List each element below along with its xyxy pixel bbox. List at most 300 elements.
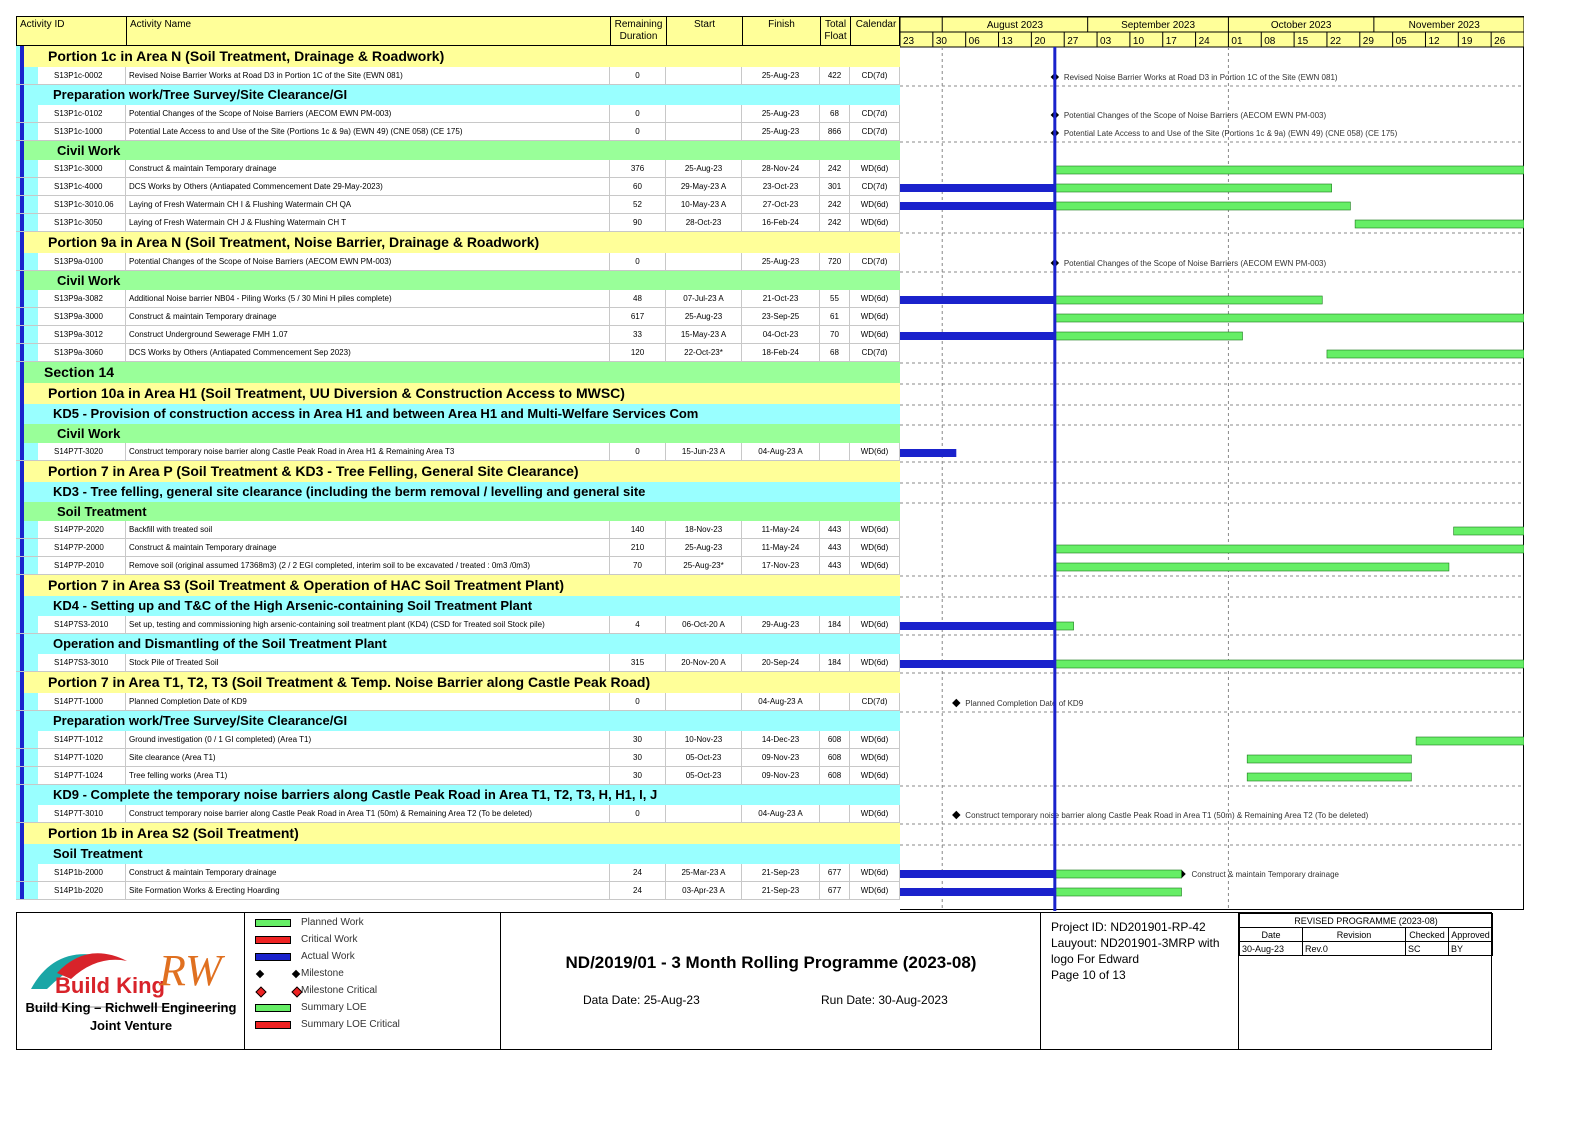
calendar-cell: WD(6d) — [850, 882, 900, 899]
calendar-cell: WD(6d) — [850, 521, 900, 538]
wbs-stripe — [20, 539, 24, 556]
activity-id-cell: S13P9a-3060 — [38, 344, 126, 361]
total-float-cell — [820, 443, 850, 460]
calendar-cell: WD(6d) — [850, 308, 900, 325]
remaining-duration-cell: 140 — [610, 521, 666, 538]
activity-id-cell: S14P7P-2000 — [38, 539, 126, 556]
remaining-duration-cell: 0 — [610, 693, 666, 710]
start-cell — [666, 123, 742, 140]
activity-id-cell: S13P1c-3010.06 — [38, 196, 126, 213]
summary-band-row — [16, 424, 900, 443]
actual-bar — [900, 660, 1055, 668]
actual-bar — [900, 332, 1055, 340]
remaining-duration-cell: 120 — [610, 344, 666, 361]
header-total-float: Total Float — [821, 17, 851, 47]
summary-band-title: Portion 1b in Area S2 (Soil Treatment) — [48, 825, 299, 841]
schedule-sheet — [16, 16, 1524, 1072]
calendar-cell: WD(6d) — [850, 214, 900, 231]
remaining-duration-cell: 90 — [610, 214, 666, 231]
activity-name-cell: Additional Noise barrier NB04 - Piling Works (5 / 30 Mini H piles complete) — [126, 290, 610, 307]
start-cell: 25-Aug-23* — [666, 557, 742, 574]
activity-id-cell: S13P1c-3000 — [38, 160, 126, 177]
title-block — [16, 912, 1492, 1050]
legend-label: Summary LOE Critical — [301, 1019, 400, 1030]
activity-name-cell: Remove soil (original assumed 17368m3) (2 / 2 EGI completed, interim soil to be excavated / treated : 0m3 /0m3) — [126, 557, 610, 574]
activity-id-cell: S13P1c-0102 — [38, 105, 126, 122]
wbs-stripe — [20, 634, 24, 654]
wbs-stripe — [20, 521, 24, 538]
finish-cell: 25-Aug-23 — [742, 123, 820, 140]
finish-cell: 14-Dec-23 — [742, 731, 820, 748]
activity-id-cell: S13P1c-0002 — [38, 67, 126, 84]
legend-label: Actual Work — [301, 951, 355, 962]
remaining-duration-cell: 0 — [610, 253, 666, 270]
activity-name-cell: Construct & maintain Temporary drainage — [126, 539, 610, 556]
total-float-cell: 608 — [820, 731, 850, 748]
wbs-stripe — [20, 731, 24, 748]
summary-band-title: Portion 1c in Area N (Soil Treatment, Drainage & Roadwork) — [48, 48, 445, 64]
week-label: 30 — [935, 36, 947, 47]
planned-bar — [1055, 563, 1449, 571]
activity-id-cell: S14P7S3-2010 — [38, 616, 126, 633]
finish-cell: 09-Nov-23 — [742, 749, 820, 766]
remaining-duration-cell: 48 — [610, 290, 666, 307]
company-name — [17, 999, 245, 1035]
wbs-stripe — [20, 693, 24, 710]
revision-header-approved: Approved — [1449, 928, 1493, 942]
week-label: 22 — [1329, 36, 1342, 47]
remaining-duration-cell: 70 — [610, 557, 666, 574]
summary-band-row — [16, 85, 900, 105]
activity-name-cell: Potential Changes of the Scope of Noise Barriers (AECOM EWN PM-003) — [126, 253, 610, 270]
planned-bar — [1055, 184, 1332, 192]
finish-cell: 25-Aug-23 — [742, 253, 820, 270]
legend-swatch — [255, 1004, 291, 1012]
week-label: 10 — [1132, 36, 1145, 47]
revision-table — [1239, 913, 1493, 956]
wbs-stripe — [20, 308, 24, 325]
remaining-duration-cell: 24 — [610, 864, 666, 881]
finish-cell: 18-Feb-24 — [742, 344, 820, 361]
start-cell: 28-Oct-23 — [666, 214, 742, 231]
remaining-duration-cell: 60 — [610, 178, 666, 195]
activity-name-cell: Backfill with treated soil — [126, 521, 610, 538]
remaining-duration-cell: 0 — [610, 123, 666, 140]
summary-band-title: KD5 - Provision of construction access in Area H1 and between Area H1 and Multi-Welfare Services Com — [53, 406, 699, 421]
finish-cell: 21-Sep-23 — [742, 882, 820, 899]
activity-row — [16, 253, 900, 271]
legend-swatch — [255, 1021, 291, 1029]
calendar-cell: WD(6d) — [850, 731, 900, 748]
finish-cell: 28-Nov-24 — [742, 160, 820, 177]
legend-diamond-icon — [255, 986, 266, 997]
wbs-stripe — [20, 141, 24, 160]
revision-title: REVISED PROGRAMME (2023-08) — [1240, 914, 1493, 928]
finish-cell: 21-Oct-23 — [742, 290, 820, 307]
activity-id-cell: S14P7T-1020 — [38, 749, 126, 766]
week-label: 01 — [1231, 36, 1243, 47]
total-float-cell: 443 — [820, 539, 850, 556]
calendar-cell: CD(7d) — [850, 344, 900, 361]
legend-swatch — [255, 919, 291, 927]
activity-row — [16, 521, 900, 539]
gantt-canvas — [900, 17, 1524, 911]
header-activity-id: Activity ID — [17, 17, 127, 47]
activity-row — [16, 214, 900, 232]
summary-band-row — [16, 404, 900, 424]
start-cell — [666, 67, 742, 84]
bar-label: Potential Changes of the Scope of Noise Barriers (AECOM EWN PM-003) — [1063, 111, 1327, 120]
activity-name-cell: Construct & maintain Temporary drainage — [126, 864, 610, 881]
wbs-stripe — [20, 123, 24, 140]
start-cell — [666, 253, 742, 270]
week-label: 23 — [903, 36, 915, 47]
wbs-stripe — [20, 362, 24, 383]
planned-bar — [1055, 888, 1182, 896]
wbs-stripe — [20, 502, 24, 521]
activity-id-cell: S13P9a-0100 — [38, 253, 126, 270]
finish-cell: 04-Aug-23 A — [742, 443, 820, 460]
total-float-cell: 55 — [820, 290, 850, 307]
start-cell: 25-Aug-23 — [666, 160, 742, 177]
start-cell: 15-Jun-23 A — [666, 443, 742, 460]
activity-row — [16, 539, 900, 557]
planned-bar — [1055, 202, 1351, 210]
activity-id-cell: S13P9a-3082 — [38, 290, 126, 307]
activity-name-cell: Site clearance (Area T1) — [126, 749, 610, 766]
wbs-stripe — [20, 785, 24, 805]
planned-bar — [1055, 296, 1322, 304]
header-activity-name: Activity Name — [127, 17, 611, 47]
start-cell: 15-May-23 A — [666, 326, 742, 343]
calendar-cell: WD(6d) — [850, 805, 900, 822]
actual-bar — [900, 202, 1055, 210]
activity-name-cell: Construct Underground Sewerage FMH 1.07 — [126, 326, 610, 343]
summary-band-row — [16, 271, 900, 290]
week-label: 05 — [1395, 36, 1407, 47]
total-float-cell — [820, 693, 850, 710]
start-cell: 05-Oct-23 — [666, 749, 742, 766]
calendar-cell: CD(7d) — [850, 178, 900, 195]
summary-band-title: Section 14 — [44, 364, 115, 380]
calendar-cell: CD(7d) — [850, 67, 900, 84]
planned-bar — [1055, 870, 1182, 878]
calendar-cell: WD(6d) — [850, 616, 900, 633]
bar-label: Construct temporary noise barrier along Castle Peak Road in Area T1 (50m) & Remaining Area T2 (To be deleted) — [965, 811, 1369, 820]
remaining-duration-cell: 315 — [610, 654, 666, 671]
activity-name-cell: Site Formation Works & Erecting Hoarding — [126, 882, 610, 899]
week-label: 20 — [1034, 36, 1046, 47]
remaining-duration-cell: 33 — [610, 326, 666, 343]
summary-band-title: KD3 - Tree felling, general site clearance (including the berm removal / levelling and general site — [53, 484, 646, 499]
activity-row — [16, 196, 900, 214]
total-float-cell: 866 — [820, 123, 850, 140]
wbs-stripe — [20, 271, 24, 290]
wbs-stripe — [20, 654, 24, 671]
total-float-cell: 677 — [820, 882, 850, 899]
total-float-cell: 720 — [820, 253, 850, 270]
planned-bar — [1055, 622, 1074, 630]
start-cell: 25-Mar-23 A — [666, 864, 742, 881]
summary-band-row — [16, 785, 900, 805]
revision-date: 30-Aug-23 — [1240, 942, 1303, 956]
calendar-cell: WD(6d) — [850, 160, 900, 177]
total-float-cell: 68 — [820, 105, 850, 122]
remaining-duration-cell: 4 — [610, 616, 666, 633]
calendar-cell: WD(6d) — [850, 196, 900, 213]
finish-cell: 29-Aug-23 — [742, 616, 820, 633]
month-label: September 2023 — [1121, 20, 1196, 31]
wbs-stripe — [20, 805, 24, 822]
wbs-stripe — [20, 85, 24, 105]
data-date: Data Date: 25-Aug-23 — [583, 993, 700, 1007]
finish-cell: 04-Oct-23 — [742, 326, 820, 343]
finish-cell: 11-May-24 — [742, 521, 820, 538]
page-number: Page 10 of 13 — [1051, 968, 1126, 982]
summary-band-row — [16, 362, 900, 383]
logo-brand-text: Build King — [55, 973, 165, 998]
summary-band-row — [16, 46, 900, 67]
activity-row — [16, 749, 900, 767]
finish-cell: 04-Aug-23 A — [742, 693, 820, 710]
revision-header-date: Date — [1240, 928, 1303, 942]
week-label: 19 — [1461, 36, 1473, 47]
summary-band-row — [16, 711, 900, 731]
planned-bar — [1327, 350, 1524, 358]
planned-bar — [1454, 527, 1524, 535]
activity-name-cell: Construct & maintain Temporary drainage — [126, 160, 610, 177]
wbs-stripe — [20, 749, 24, 766]
revision-checked: SC — [1406, 942, 1449, 956]
planned-bar — [1055, 332, 1243, 340]
wbs-stripe — [20, 160, 24, 177]
wbs-stripe — [20, 844, 24, 864]
start-cell — [666, 105, 742, 122]
summary-band-title: Civil Work — [57, 143, 121, 158]
actual-bar — [900, 449, 956, 457]
summary-band-title: Soil Treatment — [57, 504, 147, 519]
week-label: 17 — [1165, 36, 1177, 47]
total-float-cell: 422 — [820, 67, 850, 84]
gantt-chart — [900, 16, 1524, 910]
summary-band-row — [16, 634, 900, 654]
activity-name-cell: DCS Works by Others (Antiapated Commencement Sep 2023) — [126, 344, 610, 361]
activity-name-cell: Revised Noise Barrier Works at Road D3 in Portion 1C of the Site (EWN 081) — [126, 67, 610, 84]
summary-band-title: Civil Work — [57, 273, 121, 288]
wbs-stripe — [20, 290, 24, 307]
summary-band-row — [16, 823, 900, 844]
summary-band-title: KD9 - Complete the temporary noise barriers along Castle Peak Road in Area T1, T2, T3, H, H1, I, J — [53, 787, 658, 802]
activity-name-cell: Set up, testing and commissioning high arsenic-containing soil treatment plant (KD4) (CSD for Treated soil Stock pile) — [126, 616, 610, 633]
summary-band-title: KD4 - Setting up and T&C of the High Arsenic-containing Soil Treatment Plant — [53, 598, 533, 613]
total-float-cell: 301 — [820, 178, 850, 195]
logo-block — [17, 913, 245, 1049]
wbs-stripe — [20, 443, 24, 460]
activity-row — [16, 67, 900, 85]
calendar-cell: WD(6d) — [850, 557, 900, 574]
total-float-cell: 61 — [820, 308, 850, 325]
activity-name-cell: Potential Late Access to and Use of the Site (Portions 1c & 9a) (EWN 49) (CNE 058) (CE 175) — [126, 123, 610, 140]
week-label: 27 — [1067, 36, 1079, 47]
start-cell: 25-Aug-23 — [666, 539, 742, 556]
start-cell: 05-Oct-23 — [666, 767, 742, 784]
legend-label: Critical Work — [301, 934, 358, 945]
summary-band-row — [16, 844, 900, 864]
document-title: ND/2019/01 - 3 Month Rolling Programme (2023-08) — [565, 953, 977, 972]
calendar-cell: WD(6d) — [850, 290, 900, 307]
legend-label: Milestone — [301, 968, 344, 979]
summary-band-row — [16, 232, 900, 253]
company-line-2: Joint Venture — [89, 1018, 173, 1033]
legend — [245, 913, 501, 1049]
summary-band-title: Operation and Dismantling of the Soil Treatment Plant — [53, 636, 387, 651]
start-cell: 06-Oct-20 A — [666, 616, 742, 633]
total-float-cell: 184 — [820, 616, 850, 633]
activity-id-cell: S13P1c-3050 — [38, 214, 126, 231]
planned-bar — [1055, 545, 1524, 553]
legend-diamond-icon — [256, 970, 264, 978]
summary-band-row — [16, 383, 900, 404]
calendar-cell: WD(6d) — [850, 654, 900, 671]
activity-row — [16, 326, 900, 344]
header-calendar: Calendar — [855, 19, 897, 30]
activity-row — [16, 805, 900, 823]
activity-name-cell: Tree felling works (Area T1) — [126, 767, 610, 784]
activity-row — [16, 308, 900, 326]
total-float-cell: 443 — [820, 557, 850, 574]
total-float-cell: 242 — [820, 160, 850, 177]
wbs-stripe — [20, 823, 24, 844]
activity-name-cell: Stock Pile of Treated Soil — [126, 654, 610, 671]
activity-name-cell: Construct temporary noise barrier along Castle Peak Road in Area T1 (50m) & Remaining Area T2 (To be deleted) — [126, 805, 610, 822]
activity-name-cell: Laying of Fresh Watermain CH J & Flushing Watermain CH T — [126, 214, 610, 231]
start-cell: 22-Oct-23* — [666, 344, 742, 361]
summary-band-title: Portion 7 in Area S3 (Soil Treatment & Operation of HAC Soil Treatment Plant) — [48, 577, 565, 593]
wbs-stripe — [20, 196, 24, 213]
summary-band-row — [16, 575, 900, 596]
activity-id-cell: S14P1b-2000 — [38, 864, 126, 881]
activity-row — [16, 178, 900, 196]
revision-number: Rev.0 — [1303, 942, 1406, 956]
activity-row — [16, 767, 900, 785]
finish-cell: 16-Feb-24 — [742, 214, 820, 231]
revision-header-checked: Checked — [1406, 928, 1449, 942]
calendar-cell: CD(7d) — [850, 105, 900, 122]
activity-id-cell: S14P7T-1024 — [38, 767, 126, 784]
wbs-stripe — [20, 882, 24, 899]
remaining-duration-cell: 52 — [610, 196, 666, 213]
total-float-cell: 242 — [820, 214, 850, 231]
start-cell — [666, 693, 742, 710]
activity-name-cell: Potential Changes of the Scope of Noise Barriers (AECOM EWN PM-003) — [126, 105, 610, 122]
legend-label: Summary LOE — [301, 1002, 367, 1013]
header-finish: Finish — [743, 17, 821, 47]
activity-row — [16, 443, 900, 461]
legend-swatch — [255, 936, 291, 944]
week-label: 12 — [1428, 36, 1440, 47]
finish-cell: 17-Nov-23 — [742, 557, 820, 574]
calendar-cell: WD(6d) — [850, 767, 900, 784]
calendar-cell: CD(7d) — [850, 123, 900, 140]
remaining-duration-cell: 210 — [610, 539, 666, 556]
wbs-stripe — [20, 672, 24, 693]
project-id: Project ID: ND201901-RP-42 — [1051, 920, 1206, 934]
finish-cell: 25-Aug-23 — [742, 105, 820, 122]
calendar-cell: WD(6d) — [850, 749, 900, 766]
start-cell: 10-May-23 A — [666, 196, 742, 213]
summary-band-title: Portion 10a in Area H1 (Soil Treatment, UU Diversion & Construction Access to MWSC) — [48, 385, 625, 401]
calendar-cell: WD(6d) — [850, 326, 900, 343]
bar-label: Planned Completion Date of KD9 — [965, 699, 1084, 708]
remaining-duration-cell: 30 — [610, 731, 666, 748]
activity-id-cell: S14P7S3-3010 — [38, 654, 126, 671]
remaining-duration-cell: 30 — [610, 749, 666, 766]
remaining-duration-cell: 24 — [610, 882, 666, 899]
start-cell: 20-Nov-20 A — [666, 654, 742, 671]
activity-name-cell: Laying of Fresh Watermain CH I & Flushing Watermain CH QA — [126, 196, 610, 213]
activity-id-cell: S14P1b-2020 — [38, 882, 126, 899]
wbs-stripe — [20, 105, 24, 122]
summary-band-title: Civil Work — [57, 426, 121, 441]
summary-band-title: Soil Treatment — [53, 846, 143, 861]
finish-cell: 04-Aug-23 A — [742, 805, 820, 822]
calendar-cell: WD(6d) — [850, 864, 900, 881]
finish-cell: 23-Oct-23 — [742, 178, 820, 195]
activity-id-cell: S14P7P-2010 — [38, 557, 126, 574]
total-float-cell — [820, 805, 850, 822]
start-cell: 29-May-23 A — [666, 178, 742, 195]
wbs-stripe — [20, 616, 24, 633]
legend-diamond-icon — [292, 970, 300, 978]
revision-header-revision: Revision — [1303, 928, 1406, 942]
run-date: Run Date: 30-Aug-2023 — [821, 993, 948, 1007]
wbs-stripe — [20, 67, 24, 84]
planned-bar — [1247, 773, 1411, 781]
total-float-cell: 242 — [820, 196, 850, 213]
activity-id-cell: S13P9a-3012 — [38, 326, 126, 343]
start-cell — [666, 805, 742, 822]
calendar-cell: WD(6d) — [850, 443, 900, 460]
legend-swatch — [255, 953, 291, 961]
bar-label: Potential Changes of the Scope of Noise Barriers (AECOM EWN PM-003) — [1063, 259, 1327, 268]
activity-id-cell: S14P7T-1000 — [38, 693, 126, 710]
project-info — [1041, 913, 1239, 1049]
activity-row — [16, 557, 900, 575]
activity-row — [16, 882, 900, 900]
week-label: 26 — [1494, 36, 1506, 47]
column-header — [16, 16, 900, 46]
summary-band-title: Portion 9a in Area N (Soil Treatment, Noise Barrier, Drainage & Roadwork) — [48, 234, 540, 250]
activity-row — [16, 693, 900, 711]
start-cell: 07-Jul-23 A — [666, 290, 742, 307]
summary-band-title: Preparation work/Tree Survey/Site Clearance/GI — [53, 87, 348, 102]
actual-bar — [900, 888, 1055, 896]
summary-band-row — [16, 482, 900, 502]
remaining-duration-cell: 617 — [610, 308, 666, 325]
remaining-duration-cell: 0 — [610, 443, 666, 460]
finish-cell: 20-Sep-24 — [742, 654, 820, 671]
bar-label: Revised Noise Barrier Works at Road D3 in Portion 1C of the Site (EWN 081) — [1063, 73, 1338, 82]
title-area — [501, 913, 1041, 1049]
activity-table — [16, 16, 900, 910]
summary-band-row — [16, 596, 900, 616]
remaining-duration-cell: 0 — [610, 67, 666, 84]
week-label: 29 — [1362, 36, 1374, 47]
activity-row — [16, 654, 900, 672]
remaining-duration-cell: 376 — [610, 160, 666, 177]
legend-label: Milestone Critical — [301, 985, 378, 996]
planned-bar — [1055, 166, 1524, 174]
